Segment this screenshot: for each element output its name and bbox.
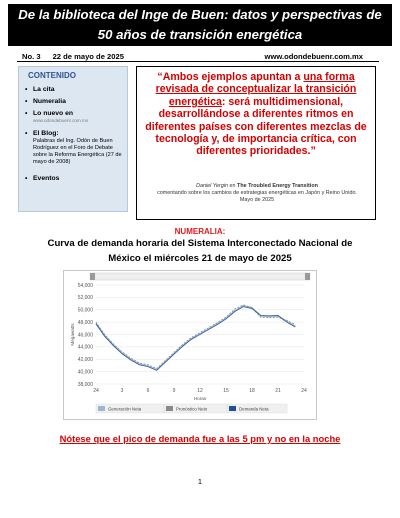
sidebar-item-blog[interactable] — [25, 130, 59, 138]
y-tick-label: 44,000 — [77, 344, 93, 351]
legend-label: Demanda Neta — [239, 406, 269, 412]
x-tick-label: 21 — [275, 388, 281, 394]
contents-sidebar — [18, 66, 128, 212]
sidebar-item-label: La cita — [33, 86, 55, 93]
sidebar-item-label: Lo nuevo en — [33, 110, 74, 117]
quote-underlined-2: revisada de conceptualizar la transición energética — [155, 83, 357, 108]
bullet-icon: • — [25, 98, 28, 105]
demand-chart — [63, 270, 317, 420]
legend-swatch — [166, 406, 173, 411]
issue-date: 22 de mayo de 2025 — [52, 52, 124, 61]
title-line-2: 50 años de transición energética — [97, 27, 303, 42]
legend-swatch — [229, 406, 236, 411]
x-tick-label: 12 — [197, 388, 203, 394]
quote-text — [141, 71, 371, 158]
y-axis-label: Megawatts — [70, 323, 75, 346]
legend-label: Pronóstico Neto — [176, 406, 208, 412]
quote-source: comentando sobre los cambios de estrategias energéticas en Japón y Reino Unido. Mayo de 2025 — [157, 189, 357, 203]
range-slider-track — [90, 273, 310, 280]
sidebar-title: CONTENIDO — [28, 71, 76, 80]
sidebar-item-lo-nuevo[interactable] — [25, 110, 73, 118]
peak-note: Nótese que el pico de demanda fue a las 5 pm y no en la noche — [59, 433, 341, 444]
x-tick-label: 24 — [93, 388, 99, 394]
quote-citation — [151, 183, 363, 203]
header-divider — [17, 61, 379, 62]
sidebar-item-label: El Blog: — [33, 130, 59, 137]
sidebar-item-numeralia[interactable] — [25, 98, 66, 106]
y-tick-label: 42,000 — [77, 357, 93, 364]
sidebar-item-la-cita[interactable] — [25, 86, 55, 94]
demand-chart-svg — [64, 271, 316, 419]
chart-title-line-1: Curva de demanda horaria del Sistema Interconectado Nacional de — [47, 238, 353, 249]
range-slider-handle — [90, 273, 95, 280]
quote-rest: : será multidimensional, desarrollándose a diferentes ritmos en diferentes países con diferentes mezclas de tecnología y, de importancia crítica, con diferentes prioridades.” — [145, 95, 367, 158]
x-tick-label: 24 — [301, 388, 307, 394]
y-tick-label: 52,000 — [77, 295, 93, 302]
bullet-icon: • — [25, 86, 28, 93]
legend-swatch — [98, 406, 105, 411]
legend-label: Generación Neta — [108, 406, 142, 412]
numeralia-label: NUMERALIA: — [174, 227, 226, 236]
bullet-icon: • — [25, 110, 28, 117]
x-tick-label: 9 — [172, 388, 176, 394]
x-axis-label: Horas — [193, 396, 207, 401]
chart-title-line-2: México el miércoles 21 de mayo de 2025 — [108, 253, 292, 264]
x-tick-label: 15 — [223, 388, 229, 394]
x-tick-label: 6 — [146, 388, 150, 394]
y-tick-label: 40,000 — [77, 369, 93, 376]
y-tick-label: 50,000 — [77, 307, 93, 314]
quote-underlined-1: una forma — [303, 71, 355, 83]
range-slider-handle — [305, 273, 310, 280]
y-tick-label: 38,000 — [77, 381, 93, 388]
quote-book: The Troubled Energy Transition — [237, 183, 318, 189]
quote-author: Daniel Yergin — [196, 183, 229, 189]
x-tick-label: 18 — [249, 388, 255, 394]
sidebar-url[interactable]: www.odondebuenr.com.mx — [33, 118, 89, 123]
sidebar-item-label: Eventos — [33, 175, 60, 182]
page-number: 1 — [197, 477, 203, 486]
sidebar-item-eventos[interactable] — [25, 175, 59, 183]
x-tick-label: 3 — [120, 388, 124, 394]
title-line-1: De la biblioteca del Inge de Buen: datos y perspectivas de — [18, 7, 382, 22]
y-tick-label: 54,000 — [77, 282, 93, 289]
blog-description: Palabras del Ing. Odón de Buen Rodríguez en el Foro de Debate sobre la Reforma Energética (27 de mayo de 2008) — [33, 138, 122, 165]
chart-title — [30, 236, 370, 266]
website-link[interactable]: www.odondebuenr.com.mx — [264, 52, 363, 61]
y-tick-label: 46,000 — [77, 332, 93, 339]
issue-number: No. 3 — [22, 52, 41, 61]
bullet-icon: • — [25, 175, 28, 182]
issue-info — [22, 52, 124, 61]
y-tick-label: 48,000 — [77, 319, 93, 326]
newsletter-title — [8, 4, 392, 46]
quote-open: “Ambos ejemplos apuntan a — [157, 71, 301, 83]
quote-box — [136, 66, 376, 220]
sidebar-item-label: Numeralia — [33, 98, 66, 105]
bullet-icon: • — [25, 130, 28, 137]
quote-in-word: en — [229, 183, 236, 189]
